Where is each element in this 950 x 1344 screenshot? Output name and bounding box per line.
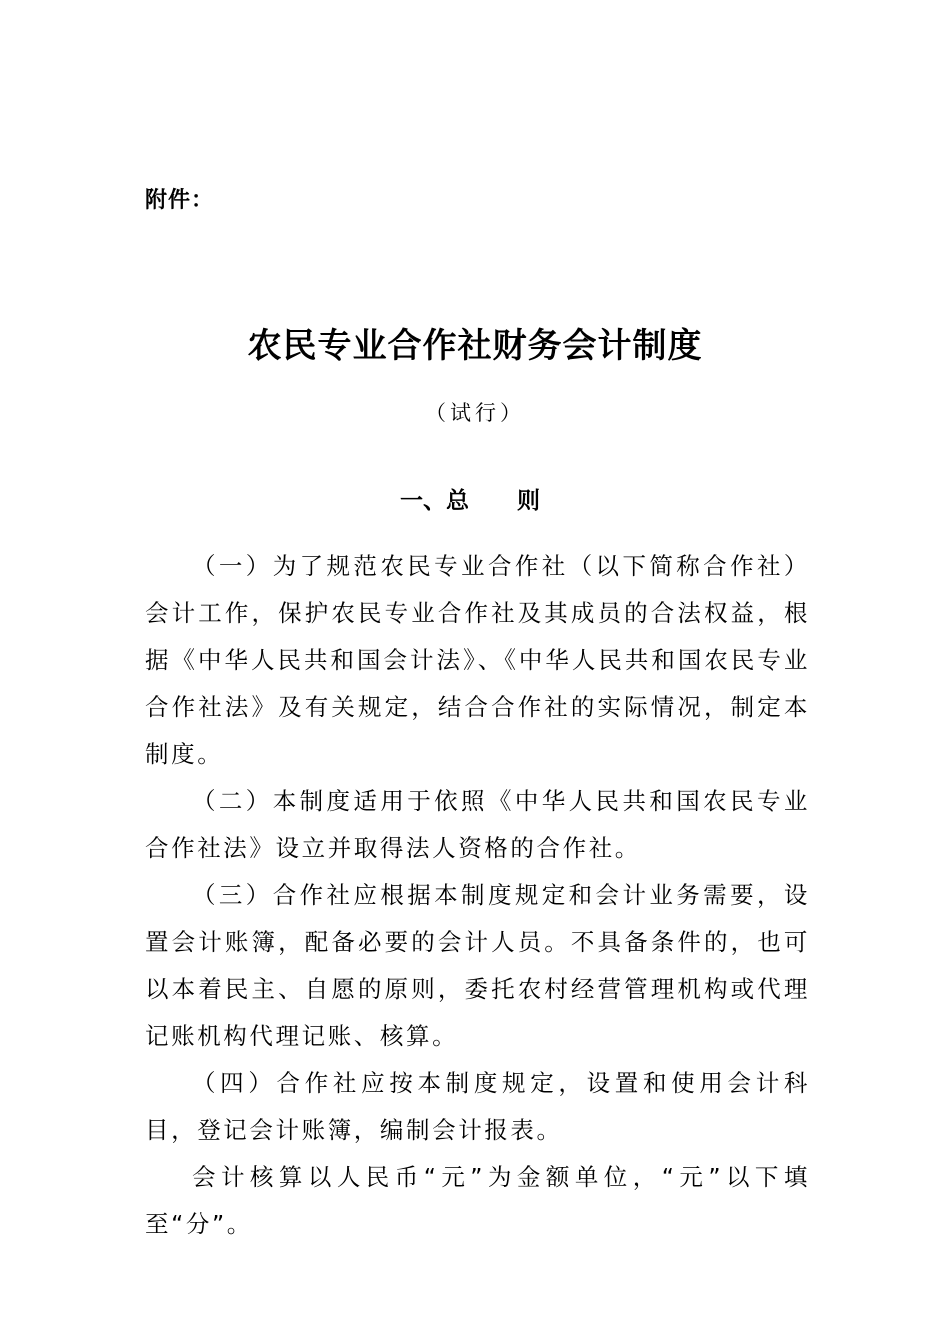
paragraph-1: （一）为了规范农民专业合作社（以下简称合作社）会计工作，保护农民专业合作社及其成员的合法权益，根据《中华人民共和国会计法》、《中华人民共和国农民专业合作社法》及有关规定，结合合作社的实际情况，制定本制度。 (145, 552, 810, 768)
paragraph-2: （二）本制度适用于依照《中华人民共和国农民专业合作社法》设立并取得法人资格的合作社。 (145, 787, 810, 862)
section-heading: 一、总 则 (400, 488, 541, 514)
document-subtitle: （试行） (425, 401, 525, 425)
document-title: 农民专业合作社财务会计制度 (247, 326, 703, 366)
paragraph-5: 会计核算以人民币“元”为金额单位，“元”以下填至“分”。 (145, 1163, 810, 1238)
attachment-label: 附件： (145, 188, 215, 213)
section-body (145, 543, 810, 1248)
paragraph-4: （四）合作社应按本制度规定，设置和使用会计科目，登记会计账簿，编制会计报表。 (145, 1069, 810, 1144)
paragraph-3: （三）合作社应根据本制度规定和会计业务需要，设置会计账簿，配备必要的会计人员。不具备条件的，也可以本着民主、自愿的原则，委托农村经营管理机构或代理记账机构代理记账、核算。 (145, 881, 810, 1050)
